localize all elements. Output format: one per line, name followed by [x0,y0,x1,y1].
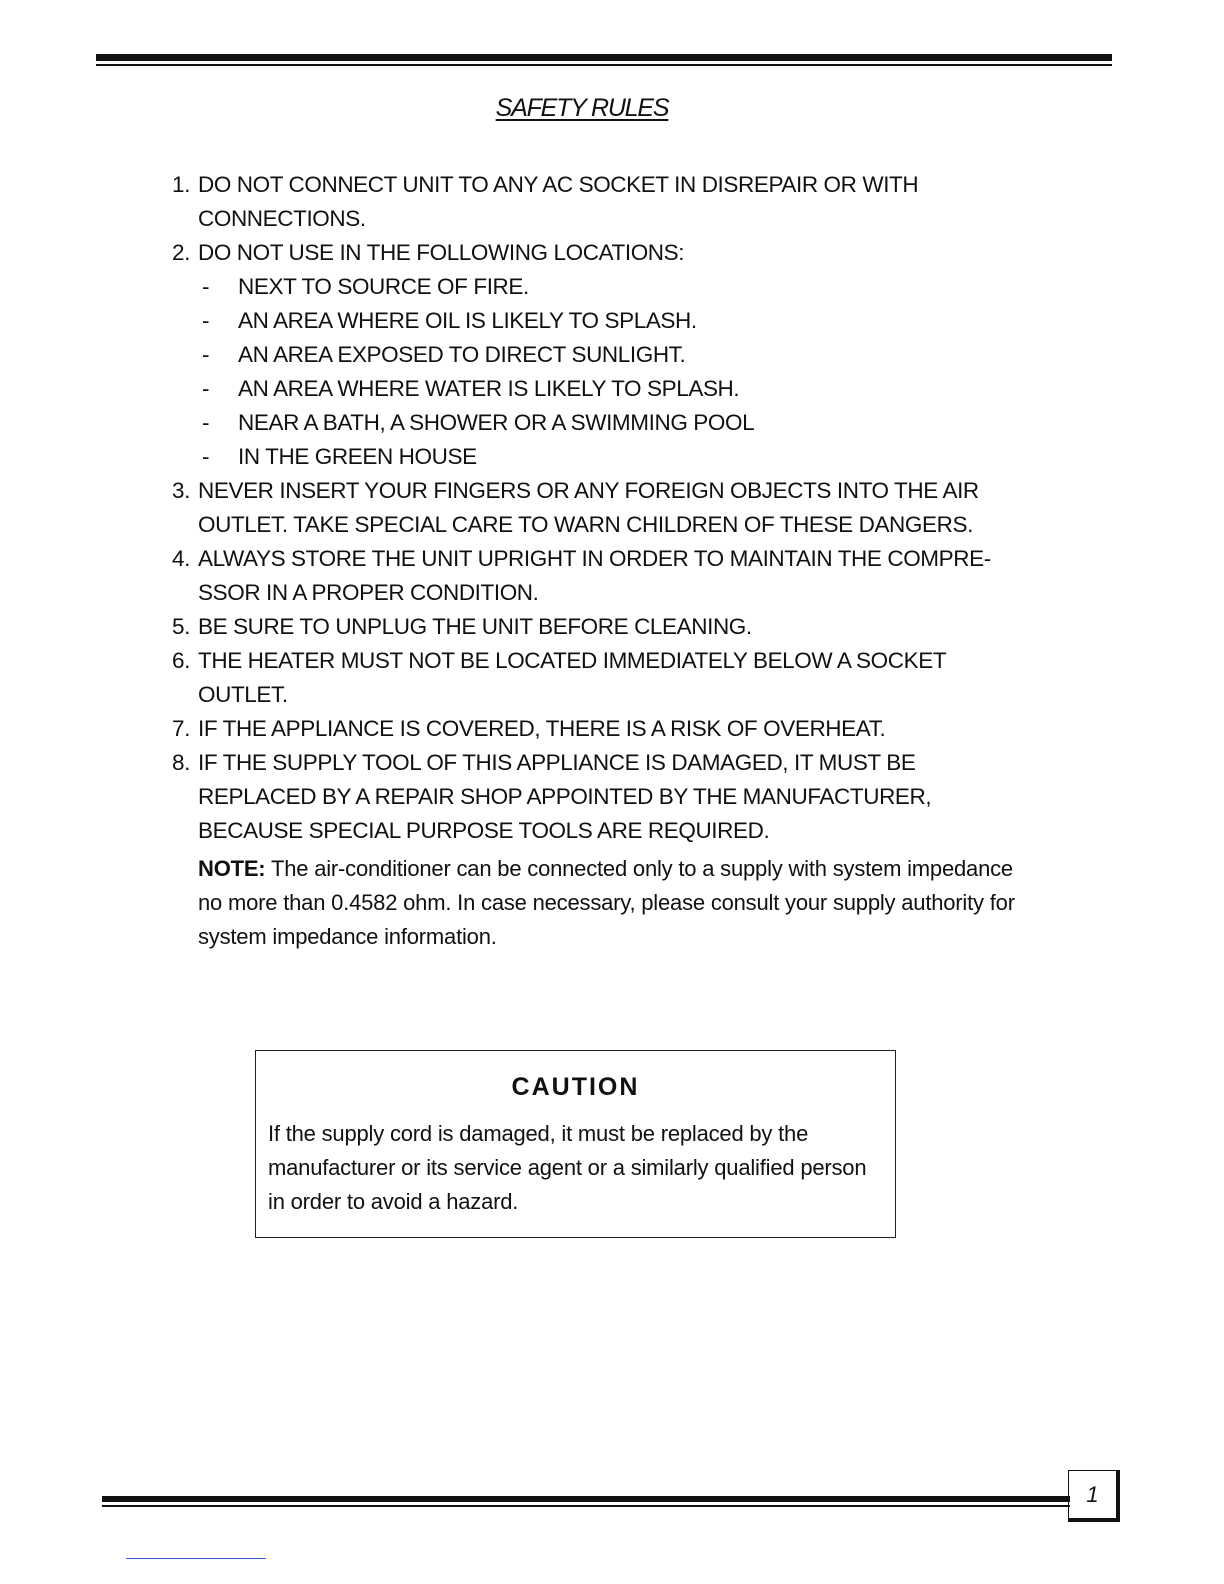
rule-item-5 [172,610,1072,644]
rule-text: THE HEATER MUST NOT BE LOCATED IMMEDIATELY BELOW A SOCKET OUTLET. [198,648,947,707]
rule-item-3 [172,474,1072,542]
rule-number: 4. [172,546,190,571]
safety-rules-list [172,168,1072,848]
list-dash: - [202,444,210,469]
rule-number: 1. [172,172,190,197]
rule-text: IF THE SUPPLY TOOL OF THIS APPLIANCE IS DAMAGED, IT MUST BE REPLACED BY A REPAIR SHOP APPOINTED BY THE MANUFACTURER, BECAUSE SPECIAL PURPOSE TOOLS ARE REQUIRED. [198,750,932,843]
rule-item-8 [172,746,1072,848]
location-text: AN AREA EXPOSED TO DIRECT SUNLIGHT. [238,342,686,367]
location-item-1 [172,270,1072,304]
rule-item-7 [172,712,1072,746]
rule-item-6 [172,644,1072,712]
rule-number: 3. [172,478,190,503]
rule-number: 7. [172,716,190,741]
top-rule-thin [96,64,1112,66]
footer-line [126,1558,266,1559]
rule-text: DO NOT CONNECT UNIT TO ANY AC SOCKET IN DISREPAIR OR WITH CONNECTIONS. [198,172,919,231]
list-dash: - [202,342,210,367]
list-dash: - [202,274,210,299]
rule-number: 5. [172,614,190,639]
location-item-5 [172,406,1072,440]
note-label: NOTE: [198,856,266,881]
location-text: AN AREA WHERE OIL IS LIKELY TO SPLASH. [238,308,697,333]
page-title: SAFETY RULES [495,94,669,122]
rule-item-2 [172,236,1072,270]
note-text: The air-conditioner can be connected only to a supply with system impedance no more than 0.4582 ohm. In case necessary, please consult your supply authority for system impedance information. [198,856,1015,949]
rule-item-4 [172,542,1072,610]
caution-text: If the supply cord is damaged, it must be replaced by the manufacturer or its service agent or a similarly qualified person in order to avoid a hazard. [268,1121,867,1214]
bottom-rule-thin [102,1505,1070,1507]
location-text: AN AREA WHERE WATER IS LIKELY TO SPLASH. [238,376,740,401]
location-text: NEAR A BATH, A SHOWER OR A SWIMMING POOL [238,410,755,435]
rule-number: 2. [172,240,190,265]
rule-text: NEVER INSERT YOUR FINGERS OR ANY FOREIGN OBJECTS INTO THE AIR OUTLET. TAKE SPECIAL CARE TO WARN CHILDREN OF THESE DANGERS. [198,478,979,537]
top-rule-thick [96,54,1112,61]
location-item-6 [172,440,1072,474]
list-dash: - [202,410,210,435]
rule-text: IF THE APPLIANCE IS COVERED, THERE IS A RISK OF OVERHEAT. [198,716,886,741]
rule-text: ALWAYS STORE THE UNIT UPRIGHT IN ORDER TO MAINTAIN THE COMPRE- SSOR IN A PROPER CONDITION. [198,546,991,605]
location-item-2 [172,304,1072,338]
rule-number: 8. [172,750,190,775]
rule-text: BE SURE TO UNPLUG THE UNIT BEFORE CLEANING. [198,614,752,639]
list-dash: - [202,308,210,333]
bottom-rule-thick [102,1496,1070,1502]
caution-title: CAUTION [511,1073,640,1101]
rule-text: DO NOT USE IN THE FOLLOWING LOCATIONS: [198,240,685,265]
location-text: NEXT TO SOURCE OF FIRE. [238,274,529,299]
rule-item-1 [172,168,1072,236]
list-dash: - [202,376,210,401]
location-text: IN THE GREEN HOUSE [238,444,477,469]
page-number: 1 [1068,1470,1120,1522]
location-item-3 [172,338,1072,372]
rule-number: 6. [172,648,190,673]
note-paragraph [198,852,1028,954]
location-item-4 [172,372,1072,406]
caution-box [255,1050,896,1238]
